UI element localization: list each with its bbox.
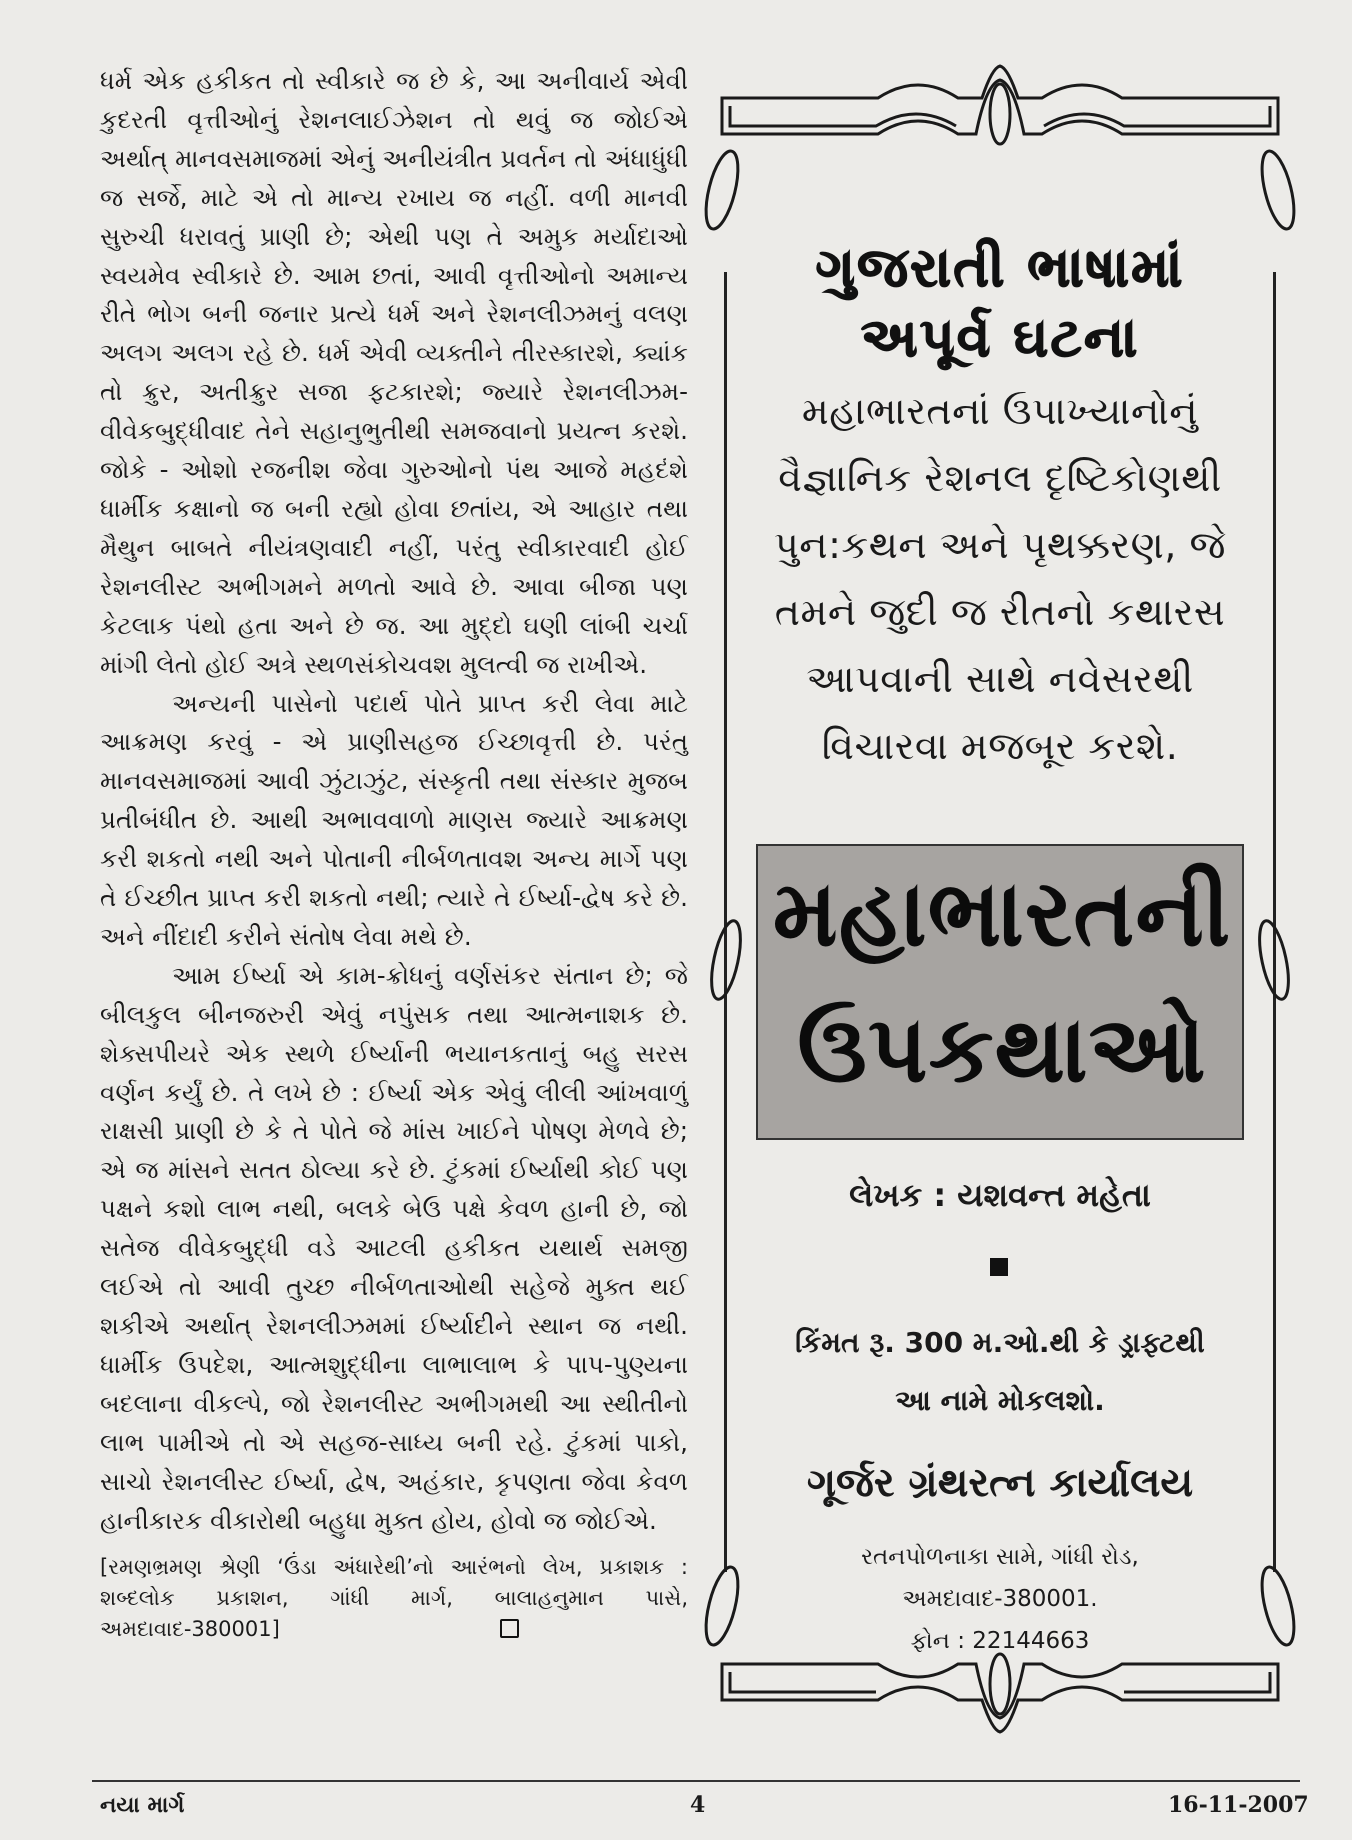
bottom-ornament-border — [700, 1560, 1300, 1740]
address-line-2: અમદાવાદ-380001. — [902, 1586, 1098, 1612]
book-title-line-2: ઉપકથાઓ — [797, 996, 1207, 1103]
page-number: 4 — [690, 1792, 706, 1818]
book-title-box — [756, 844, 1244, 1140]
right-oval-ornament — [1240, 900, 1300, 1020]
ad-headline-line-2: અપૂર્વ ઘટના — [860, 306, 1140, 369]
ad-description-line: આપવાની સાથે નવેસરથી — [806, 657, 1194, 701]
article-source-note — [100, 1552, 688, 1645]
book-title-line-1: મહાભારતની — [772, 860, 1232, 967]
issue-date: 16-11-2007 — [1168, 1792, 1309, 1818]
ad-description-line: મહાભારતનાં ઉપાખ્યાનોનું — [801, 389, 1199, 433]
article-paragraph-3: આમ ઈર્ષ્યા એ કામ-ક્રોધનું વર્ણસંકર સંતાન છે; જે બીલકુલ બીનજરુરી એવું નપુંસક તથા આત્મનાશક છે. શેક્સપીયરે એક સ્થળે ઈર્ષ્યાની ભયાનકતાનું બહુ સરસ વર્ણન કર્યું છે. તે લખે છે : ઈર્ષ્યા એક એવું લીલી આંખવાળું રાક્ષસી પ્રાણી છે કે તે પોતે જે માંસ ખાઈને પોષણ મેળવે છે; એ જ માંસને સતત ઠોલ્યા કરે છે. ટુંકમાં ઈર્ષ્યાથી કોઈ પણ પક્ષને કશો લાભ નથી, બલકે બેઉ પક્ષે કેવળ હાની છે, જો સતેજ વીવેકબુદ્ધી વડે આટલી હકીકત યથાર્થ સમજી લઈએ તો આવી તુચ્છ નીર્બળતાઓથી સહેજે મુક્ત થઈ શકીએ અર્થાત્ રેશનલીઝમમાં ઈર્ષ્યાદીને સ્થાન જ નથી. ધાર્મીક ઉપદેશ, આત્મશુદ્ધીના લાભાલાભ કે પાપ-પુણ્યના બદલાના વીકલ્પે, જો રેશનલીસ્ટ અભીગમથી આ સ્થીતીનો લાભ પામીએ તો એ સહજ-સાધ્ય બની રહે. ટુંકમાં પાકો, સાચો રેશનલીસ્ટ ઈર્ષ્યા, દ્વેષ, અહંકાર, કૃપણતા જેવા કેવળ હાનીકારક વીકારોથી બહુધા મુક્ત હોય, હોવો જ જોઈએ. — [100, 960, 688, 1535]
separator-square-icon — [990, 1258, 1008, 1276]
ad-headline-line-1: ગુજરાતી ભાષામાં — [815, 236, 1185, 299]
ad-description-line: તમને જુદી જ રીતનો કથારસ — [774, 590, 1226, 634]
footer-rule — [92, 1780, 1300, 1782]
price-line-2: આ નામે મોકલશો. — [895, 1384, 1105, 1417]
ad-description-line: વૈજ્ઞાનિક રેશનલ દૃષ્ટિકોણથી — [778, 456, 1222, 500]
phone-number: ફોન : 22144663 — [910, 1628, 1090, 1654]
article-paragraph-2: અન્યની પાસેનો પદાર્થ પોતે પ્રાપ્ત કરી લેવા માટે આક્રમણ કરવું - એ પ્રાણીસહજ ઈચ્છાવૃત્તી છે. પરંતુ માનવસમાજમાં આવી ઝુંટાઝુંટ, સંસ્કૃતી તથા સંસ્કાર મુજબ પ્રતીબંધીત છે. આથી અભાવવાળો માણસ જ્યારે આક્રમણ કરી શકતો નથી અને પોતાની નીર્બળતાવશ અન્ય માર્ગે પણ તે ઈચ્છીત પ્રાપ્ત કરી શકતો નથી; ત્યારે તે ઈર્ષ્યા-દ્વેષ કરે છે. અને નીંદાદી કરીને સંતોષ લેવા મથે છે. — [100, 688, 688, 951]
ad-description — [740, 378, 1260, 780]
end-mark-icon — [500, 1619, 519, 1638]
ad-description-line: વિચારવા મજબૂર કરશે. — [821, 724, 1179, 768]
publisher-name: ગૂર્જર ગ્રંથરત્ન કાર્યાલય — [806, 1460, 1194, 1506]
article-paragraph-1: ધર્મ એક હકીકત તો સ્વીકારે જ છે કે, આ અનીવાર્ય એવી કુદરતી વૃત્તીઓનું રેશનલાઈઝેશન તો થવું જ જોઈએ અર્થાત્ માનવસમાજમાં એનું અનીયંત્રીત પ્રવર્તન તો અંધાધુંધી જ સર્જે, માટે એ તો માન્ય રખાય જ નહીં. વળી માનવી સુરુચી ધરાવતું પ્રાણી છે; એથી પણ તે અમુક મર્યાદાઓ સ્વયમેવ સ્વીકારે છે. આમ છતાં, આવી વૃત્તીઓનો અમાન્ય રીતે ભોગ બની જનાર પ્રત્યે ધર્મ અને રેશનલીઝમનું વલણ અલગ અલગ રહે છે. ધર્મ એવી વ્યક્તીને તીરસ્કારશે, ક્યાંક તો ક્રુર, અતીક્રુર સજા ફટકારશે; જ્યારે રેશનલીઝમ-વીવેકબુદ્ધીવાદ તેને સહાનુભુતીથી સમજવાનો પ્રયત્ન કરશે. જોકે - ઓશો રજનીશ જેવા ગુરુઓનો પંથ આજે મહદંશે ધાર્મીક કક્ષાનો જ બની રહ્યો હોવા છતાંય, એ આહાર તથા મૈથુન બાબતે નીયંત્રણવાદી નહીં, પરંતુ સ્વીકારવાદી હોઈ રેશનલીસ્ટ અભીગમને મળતો આવે છે. આવા બીજા પણ કેટલાક પંથો હતા અને છે જ. આ મુદ્દો ઘણી લાંબી ચર્ચા માંગી લેતો હોઈ અત્રે સ્થળસંકોચવશ મુલત્વી જ રાખીએ. — [100, 66, 688, 679]
article-column — [100, 62, 688, 1645]
book-author: લેખક : યશવન્ત મહેતા — [849, 1176, 1151, 1214]
source-note-text: [રમણભ્રમણ શ્રેણી ‘ઉંડા અંધારેથી’નો આરંભનો લેખ, પ્રકાશક : શબ્દલોક પ્રકાશન, ગાંધી માર્ગ, બાલાહનુમાન પાસે, અમદાવાદ-380001] — [100, 1555, 688, 1642]
price-info — [740, 1314, 1260, 1430]
publication-name: નયા માર્ગ — [100, 1792, 185, 1818]
left-oval-ornament — [700, 900, 760, 1020]
ad-description-line: પુન:કથન અને પૃથક્કરણ, જે — [774, 523, 1226, 567]
address-line-1: રતનપોળનાકા સામે, ગાંધી રોડ, — [861, 1544, 1139, 1570]
book-advertisement — [700, 40, 1300, 1740]
top-ornament-border — [700, 60, 1300, 260]
price-line-1: કિંમત રૂ. 300 મ.ઓ.થી કે ડ્રાફ્ટથી — [795, 1326, 1205, 1359]
